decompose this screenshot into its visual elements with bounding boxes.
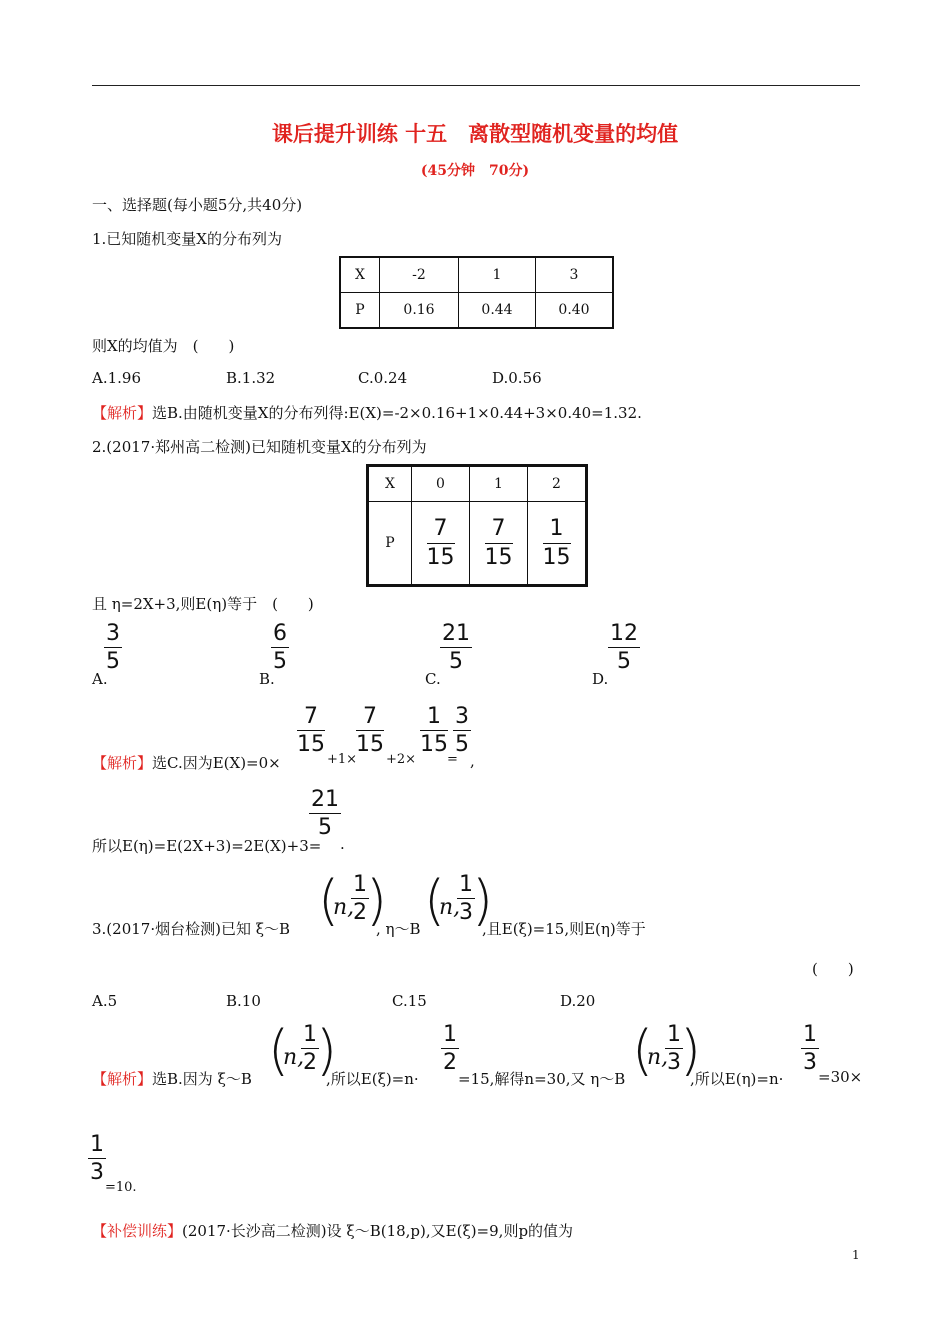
denominator: 3 bbox=[803, 1050, 817, 1076]
supplementary-tag: 【补偿训练】 bbox=[92, 1222, 183, 1240]
q2-analysis-end: . bbox=[340, 835, 345, 853]
analysis-text: 选B.由随机变量X的分布列得:E(X)=-2×0.16+1×0.44+3×0.40=1.32. bbox=[152, 404, 642, 422]
q3-option-b: B.10 bbox=[226, 992, 261, 1010]
fraction-bar bbox=[441, 1048, 459, 1049]
numerator: 7 bbox=[304, 704, 318, 729]
q3-stem-c: ,且E(ξ)=15,则E(η)等于 bbox=[482, 920, 646, 938]
page-title: 课后提升训练 十五 离散型随机变量的均值 bbox=[271, 121, 679, 146]
q2-distribution-table bbox=[366, 464, 588, 587]
q1-distribution-table bbox=[339, 256, 614, 329]
q1-cell: 0.16 bbox=[380, 293, 459, 329]
q3-analysis-text: ,所以E(ξ)=n· bbox=[326, 1070, 419, 1088]
page-subtitle: (45分钟 70分) bbox=[420, 163, 530, 179]
fraction-bar bbox=[453, 730, 471, 731]
numerator: 1 bbox=[427, 704, 441, 729]
numerator: 21 bbox=[442, 621, 470, 646]
q2-analysis-op: = bbox=[447, 752, 458, 767]
right-paren: ) bbox=[680, 1019, 702, 1082]
fraction-bar bbox=[427, 543, 455, 544]
q2-option-b-letter: B. bbox=[259, 670, 275, 688]
q1-cell: P bbox=[340, 293, 380, 329]
q2-ask: 且 η=2X+3,则E(η)等于 ( ) bbox=[92, 595, 314, 613]
denominator: 15 bbox=[484, 544, 513, 570]
q2-cell: 0 bbox=[412, 466, 470, 502]
q2-option-b-fraction bbox=[271, 622, 289, 673]
numerator: 7 bbox=[363, 704, 377, 729]
q2-analysis-op: +1× bbox=[327, 752, 358, 767]
denominator: 15 bbox=[542, 544, 571, 570]
q2-stem: 2.(2017·郑州高二检测)已知随机变量X的分布列为 bbox=[92, 438, 427, 456]
binomial-n: n, bbox=[283, 1045, 305, 1070]
q1-analysis bbox=[92, 402, 642, 423]
page-number: 1 bbox=[852, 1248, 860, 1262]
binomial-n: n, bbox=[647, 1045, 669, 1070]
q1-cell: 0.44 bbox=[459, 293, 536, 329]
fraction bbox=[543, 517, 571, 568]
denominator: 2 bbox=[303, 1050, 317, 1076]
binomial-n: n, bbox=[439, 895, 461, 920]
numerator: 7 bbox=[491, 516, 506, 542]
left-paren: ( bbox=[632, 1019, 654, 1082]
fraction-bar bbox=[440, 647, 472, 648]
q2-analysis-op: +2× bbox=[386, 752, 417, 767]
q3-option-c: C.15 bbox=[392, 992, 427, 1010]
q1-cell: 3 bbox=[536, 257, 614, 293]
supplementary-text: (2017·长沙高二检测)设 ξ～B(18,p),又E(ξ)=9,则p的值为 bbox=[182, 1222, 574, 1240]
q3-analysis-fraction bbox=[88, 1133, 106, 1184]
q2-option-d-fraction bbox=[608, 622, 640, 673]
q2-analysis-fraction bbox=[453, 705, 471, 756]
denominator: 3 bbox=[459, 900, 473, 926]
q1-option-d: D.0.56 bbox=[492, 369, 542, 387]
q2-analysis-line2: 所以E(η)=E(2X+3)=2E(X)+3= bbox=[92, 837, 322, 855]
q1-cell: X bbox=[340, 257, 380, 293]
q2-cell bbox=[528, 502, 587, 586]
q3-analysis-text: =30× bbox=[818, 1068, 863, 1086]
numerator: 21 bbox=[311, 787, 339, 812]
analysis-tag: 【解析】 bbox=[92, 404, 153, 422]
q3-analysis-fraction bbox=[441, 1023, 459, 1074]
denominator: 2 bbox=[443, 1050, 457, 1076]
q3-analysis-end: =10. bbox=[105, 1180, 137, 1195]
denominator: 15 bbox=[420, 732, 448, 758]
fraction bbox=[427, 517, 455, 568]
supplementary-training bbox=[92, 1220, 573, 1241]
q2-option-a-letter: A. bbox=[92, 670, 108, 688]
analysis-tag: 【解析】 bbox=[92, 754, 153, 772]
fraction-bar bbox=[420, 730, 448, 731]
q3-analysis-fraction bbox=[801, 1023, 819, 1074]
denominator: 15 bbox=[426, 544, 455, 570]
q2-analysis-line1 bbox=[92, 752, 281, 773]
numerator: 1 bbox=[303, 1022, 317, 1047]
fraction-bar bbox=[801, 1048, 819, 1049]
fraction-bar bbox=[104, 647, 122, 648]
q1-cell: 1 bbox=[459, 257, 536, 293]
fraction-bar bbox=[608, 647, 640, 648]
q2-cell: X bbox=[368, 466, 412, 502]
q1-cell: 0.40 bbox=[536, 293, 614, 329]
binomial-n: n, bbox=[333, 895, 355, 920]
left-paren: ( bbox=[268, 1019, 290, 1082]
denominator: 15 bbox=[356, 732, 384, 758]
section-heading: 一、选择题(每小题5分,共40分) bbox=[92, 196, 303, 214]
q2-analysis-fraction bbox=[356, 705, 384, 756]
denominator: 3 bbox=[667, 1050, 681, 1076]
denominator: 3 bbox=[90, 1160, 104, 1186]
q1-stem: 1.已知随机变量X的分布列为 bbox=[92, 230, 282, 248]
analysis-text: 选C.因为E(X)=0× bbox=[152, 754, 281, 772]
numerator: 1 bbox=[90, 1132, 104, 1157]
numerator: 1 bbox=[459, 872, 473, 897]
numerator: 1 bbox=[803, 1022, 817, 1047]
q3-stem-b: , η～B bbox=[376, 920, 421, 938]
denominator: 5 bbox=[617, 649, 631, 675]
q3-analysis-text: ,所以E(η)=n· bbox=[690, 1070, 784, 1088]
q2-analysis-fraction bbox=[309, 788, 341, 839]
q2-cell: P bbox=[368, 502, 412, 586]
q3-analysis-line1 bbox=[92, 1068, 252, 1089]
q3-option-a: A.5 bbox=[92, 992, 118, 1010]
fraction-bar bbox=[297, 730, 325, 731]
denominator: 5 bbox=[455, 732, 469, 758]
right-paren: ) bbox=[366, 869, 388, 932]
analysis-tag: 【解析】 bbox=[92, 1070, 153, 1088]
q2-analysis-end: , bbox=[470, 752, 475, 770]
header-rule bbox=[92, 85, 860, 86]
fraction-bar bbox=[309, 813, 341, 814]
numerator: 1 bbox=[667, 1022, 681, 1047]
q2-cell: 2 bbox=[528, 466, 587, 502]
q2-option-c-fraction bbox=[440, 622, 472, 673]
fraction-bar bbox=[485, 543, 513, 544]
numerator: 1 bbox=[443, 1022, 457, 1047]
q3-ask: ( ) bbox=[812, 960, 854, 978]
q1-cell: -2 bbox=[380, 257, 459, 293]
numerator: 1 bbox=[353, 872, 367, 897]
numerator: 3 bbox=[106, 621, 120, 646]
fraction bbox=[485, 517, 513, 568]
denominator: 5 bbox=[449, 649, 463, 675]
fraction-bar bbox=[271, 647, 289, 648]
numerator: 6 bbox=[273, 621, 287, 646]
q3-analysis-text: =15,解得n=30,又 η～B bbox=[458, 1070, 626, 1088]
q2-analysis-fraction bbox=[297, 705, 325, 756]
q2-option-d-letter: D. bbox=[592, 670, 609, 688]
fraction-bar bbox=[88, 1158, 106, 1159]
q3-option-d: D.20 bbox=[560, 992, 596, 1010]
fraction-bar bbox=[356, 730, 384, 731]
fraction-bar bbox=[543, 543, 571, 544]
q1-ask: 则X的均值为 ( ) bbox=[92, 337, 235, 355]
denominator: 15 bbox=[297, 732, 325, 758]
analysis-text: 选B.因为 ξ～B bbox=[152, 1070, 252, 1088]
denominator: 2 bbox=[353, 900, 367, 926]
right-paren: ) bbox=[472, 869, 494, 932]
left-paren: ( bbox=[318, 869, 340, 932]
right-paren: ) bbox=[316, 1019, 338, 1082]
numerator: 7 bbox=[433, 516, 448, 542]
numerator: 3 bbox=[455, 704, 469, 729]
q1-option-a: A.1.96 bbox=[92, 369, 141, 387]
numerator: 1 bbox=[549, 516, 564, 542]
q1-option-b: B.1.32 bbox=[226, 369, 276, 387]
q1-option-c: C.0.24 bbox=[358, 369, 408, 387]
denominator: 5 bbox=[273, 649, 287, 675]
q2-analysis-fraction bbox=[420, 705, 448, 756]
q2-cell bbox=[470, 502, 528, 586]
left-paren: ( bbox=[424, 869, 446, 932]
denominator: 5 bbox=[106, 649, 120, 675]
q2-cell: 1 bbox=[470, 466, 528, 502]
denominator: 5 bbox=[318, 815, 332, 841]
q2-cell bbox=[412, 502, 470, 586]
q2-option-a-fraction bbox=[104, 622, 122, 673]
numerator: 12 bbox=[610, 621, 638, 646]
q3-stem-a: 3.(2017·烟台检测)已知 ξ～B bbox=[92, 920, 291, 938]
q2-option-c-letter: C. bbox=[425, 670, 441, 688]
